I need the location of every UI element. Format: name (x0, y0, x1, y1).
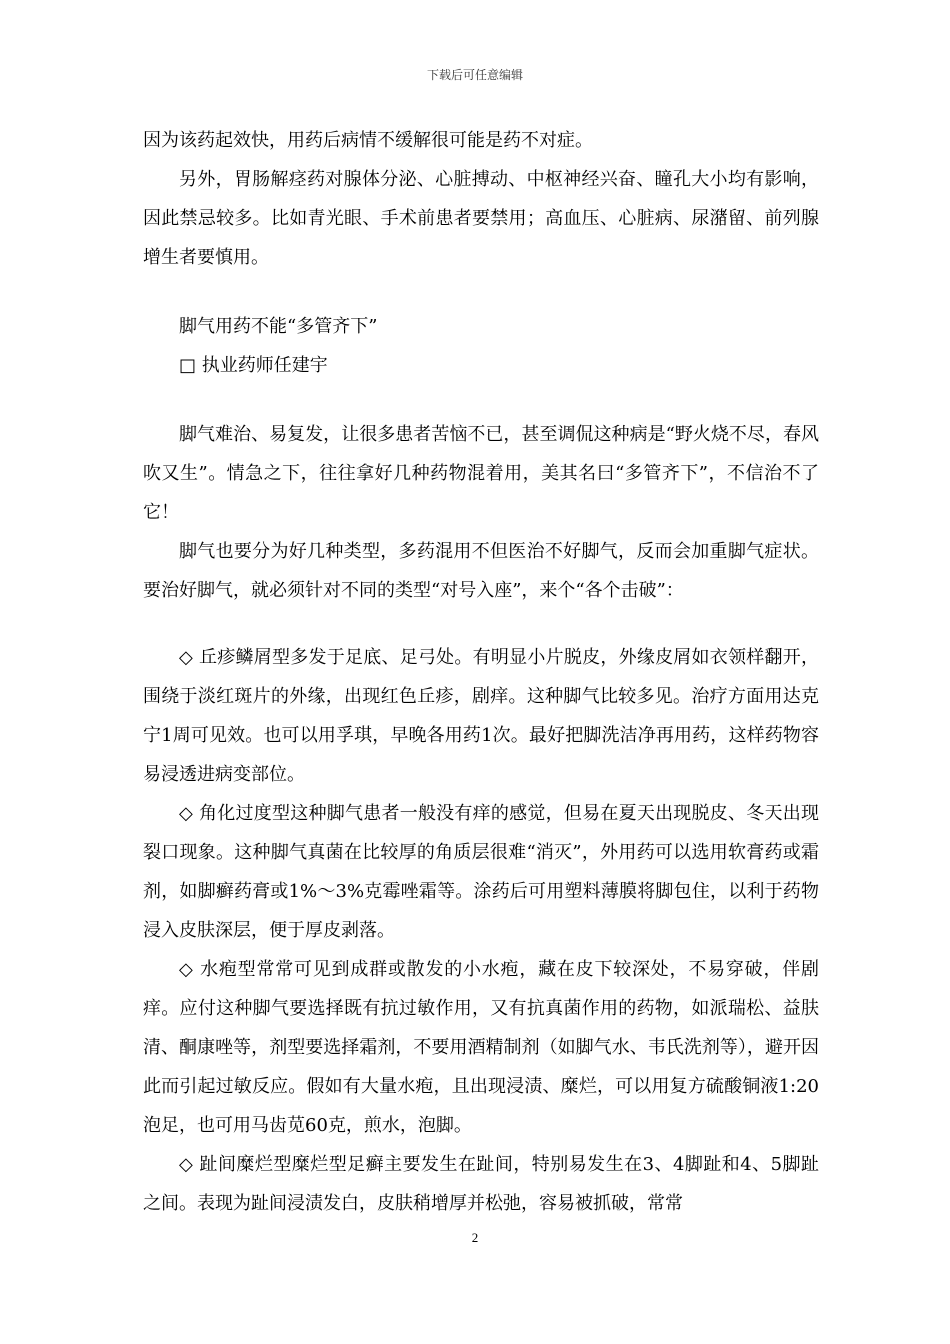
article-title: 脚气用药不能“多管齐下” (179, 316, 378, 337)
spacer (143, 610, 819, 638)
spacer (143, 277, 819, 307)
paragraph-papulosquamous-type: ◇ 丘疹鳞屑型多发于足底、足弓处。有明显小片脱皮，外缘皮屑如衣领样翻开，围绕于淡红斑片的外缘，出现红色丘疹，剧痒。这种脚气比较多见。治疗方面用达克宁1周可见效。也可以用孚琪，早晚各用药1次。最好把脚洗洁净再用药，这样药物容易浸透进病变部位。 (143, 647, 819, 785)
paragraph-intro: 脚气难治、易复发，让很多患者苦恼不已，甚至调侃这种病是“野火烧不尽，春风吹又生”。情急之下，往往拿好几种药物混着用，美其名曰“多管齐下”，不信治不了它！ (143, 424, 819, 523)
paragraph-antispasmodic-contraindications: 另外，胃肠解痉药对腺体分泌、心脏搏动、中枢神经兴奋、瞳孔大小均有影响，因此禁忌较多。比如青光眼、手术前患者要禁用；高血压、心脏病、尿潴留、前列腺增生者要慎用。 (143, 169, 819, 268)
paragraph-continuation: 因为该药起效快，用药后病情不缓解很可能是药不对症。 (143, 130, 593, 151)
spacer (143, 385, 819, 415)
page-header: 下载后可任意编辑 (426, 68, 523, 82)
paragraph-interdigital-type: ◇ 趾间糜烂型糜烂型足癣主要发生在趾间，特别易发生在3、4脚趾和4、5脚趾之间。表现为趾间浸渍发白，皮肤稍增厚并松弛，容易被抓破，常常 (143, 1154, 819, 1214)
article-author: □ 执业药师任建宇 (179, 355, 328, 376)
document-body (143, 121, 819, 1223)
page-number: 2 (471, 1230, 479, 1245)
paragraph-types-overview: 脚气也要分为好几种类型，多药混用不但医治不好脚气，反而会加重脚气症状。要治好脚气，就必须针对不同的类型“对号入座”，来个“各个击破”： (143, 541, 819, 601)
paragraph-hyperkeratotic-type: ◇ 角化过度型这种脚气患者一般没有痒的感觉，但易在夏天出现脱皮、冬天出现裂口现象。这种脚气真菌在比较厚的角质层很难“消灭”，外用药可以选用软膏药或霜剂，如脚癣药膏或1%～3%克霉唑霜等。涂药后可用塑料薄膜将脚包住，以利于药物浸入皮肤深层，便于厚皮剥落。 (143, 803, 819, 941)
paragraph-vesicular-type: ◇ 水疱型常常可见到成群或散发的小水疱，藏在皮下较深处，不易穿破，伴剧痒。应付这种脚气要选择既有抗过敏作用，又有抗真菌作用的药物，如派瑞松、益肤清、酮康唑等，剂型要选择霜剂，不要用酒精制剂（如脚气水、韦氏洗剂等），避开因此而引起过敏反应。假如有大量水疱，且出现浸渍、糜烂，可以用复方硫酸铜液1:20泡足，也可用马齿苋60克，煎水，泡脚。 (143, 959, 819, 1136)
